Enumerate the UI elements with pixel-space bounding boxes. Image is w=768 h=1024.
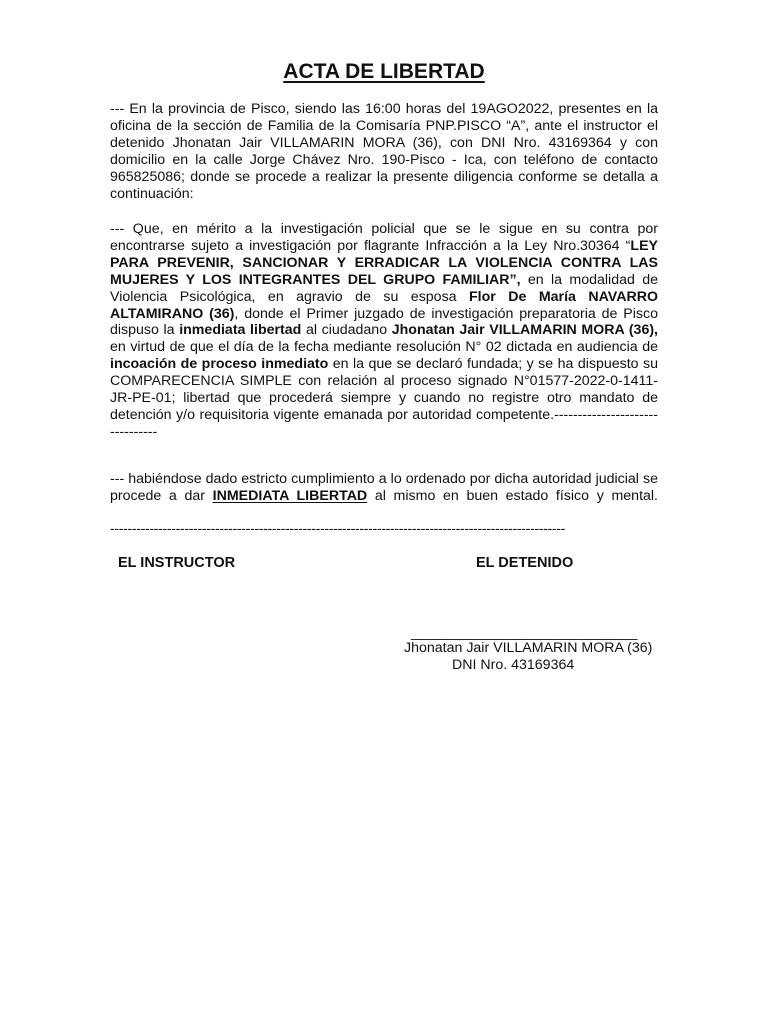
separator-line: -------------------------------------------------------------------------------------------------------- (110, 521, 565, 537)
document-title: ACTA DE LIBERTAD (283, 60, 485, 83)
law-name: LEY PARA PREVENIR, SANCIONAR Y ERRADICAR LA VIOLENCIA CONTRA LAS MUJERES Y LOS INTEGRANTES DEL GRUPO FAMILIAR”, (110, 237, 658, 288)
paragraph-intro: --- En la provincia de Pisco, siendo las 16:00 horas del 19AGO2022, presentes en la oficina de la sección de Familia de la Comisaría PNP.PISCO “A”, ante el instructor el detenido Jhonatan Jair VILLAMARIN MORA (36), con DNI Nro. 43169364 y con domicilio en la calle Jorge Chávez Nro. 190-Pisco - Ica, con teléfono de contacto 965825086; donde se procede a realizar la presente diligencia conforme se detalla a continuación: (110, 101, 658, 202)
victim-name: Flor De María NAVARRO ALTAMIRANO (36) (110, 288, 658, 322)
paragraph-release: --- habiéndose dado estricto cumplimiento a lo ordenado por dicha autoridad judicial se procede a dar INMEDIATA LIBERTAD al mismo en buen estado físico y mental. (110, 471, 658, 504)
instructor-label: EL INSTRUCTOR (118, 555, 236, 571)
process-term: incoación de proceso inmediato (110, 356, 329, 373)
release-emphasis: INMEDIATA LIBERTAD (212, 487, 368, 504)
release-term: inmediata libertad (179, 322, 302, 339)
detenido-signature-name: Jhonatan Jair VILLAMARIN MORA (36) (404, 640, 653, 656)
detenido-signature-dni: DNI Nro. 43169364 (452, 657, 575, 673)
detenido-label: EL DETENIDO (476, 555, 574, 571)
paragraph-investigation: --- Que, en mérito a la investigación policial que se le sigue en su contra por encontrarse sujeto a investigación por flagrante Infracción a la Ley Nro.30364 “LEY PARA PREVENIR, SANCIONAR Y ERRADICAR LA VIOLENCIA CONTRA LAS MUJERES Y LOS INTEGRANTES DEL GRUPO FAMILIAR”, en la modalidad de Violencia Psicológica, en agravio de su esposa Flor De María NAVARRO ALTAMIRANO (36), donde el Primer juzgado de investigación preparatoria de Pisco dispuso la inmediata libertad al ciudadano Jhonatan Jair VILLAMARIN MORA (36), en virtud de que el día de la fecha mediante resolución N° 02 dictada en audiencia de incoación de proceso inmediato en la que se declaró fundada; y se ha dispuesto su COMPARECENCIA SIMPLE con relación al proceso signado N°01577-2022-0-1411-JR-PE-01; libertad que procederá siempre y cuando no registre otro mandato de detención y/o requisitoria vigente emanada por autoridad competente.-------------------------------- (110, 221, 658, 440)
signature-line: _______________________________ (411, 624, 637, 640)
detainee-name: Jhonatan Jair VILLAMARIN MORA (36), (391, 322, 658, 339)
